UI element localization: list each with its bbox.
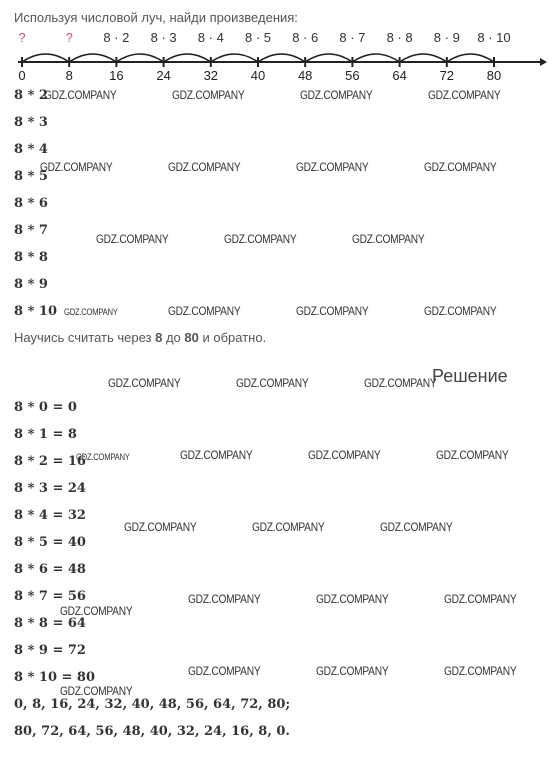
jump-arc: [305, 54, 352, 62]
tick-label: 40: [250, 68, 266, 83]
tick-label: 32: [203, 68, 219, 83]
jump-arc: [400, 54, 447, 62]
product-label: 8 · 6: [292, 30, 319, 45]
mult-item-3: 8 * 3: [14, 115, 48, 130]
solution-title: Решение: [432, 366, 508, 386]
product-label: 8 · 5: [244, 30, 272, 45]
product-label: 8 · 7: [339, 30, 366, 45]
product-label: 8 · 10: [477, 30, 511, 45]
number-line: [0, 24, 559, 84]
mult-item-5: 8 * 5: [14, 169, 48, 184]
tick-label: 24: [156, 68, 171, 83]
unknown-label: ?: [65, 30, 73, 45]
solution-item: 8 * 3 = 24: [14, 481, 86, 496]
solution-item: 8 * 2 = 16: [14, 454, 86, 469]
solution-item: 8 * 5 = 40: [14, 535, 86, 550]
solution-item: 8 * 4 = 32: [14, 508, 86, 523]
solution-item: 8 * 10 = 80: [14, 670, 96, 685]
product-label: 8 · 4: [197, 30, 224, 45]
mult-item-4: 8 * 4: [14, 142, 48, 157]
mult-item-9: 8 * 9: [14, 277, 48, 292]
solution-item: 8 * 9 = 72: [14, 643, 86, 658]
tick-label: 56: [345, 68, 360, 83]
jump-arc: [69, 54, 116, 62]
watermark: GDZ.COMPANY: [96, 232, 169, 246]
product-label: 8 · 9: [433, 30, 460, 45]
watermark: GDZ.COMPANY: [424, 304, 497, 318]
tick-label: 64: [392, 68, 407, 83]
watermark: GDZ.COMPANY: [316, 592, 389, 606]
solution-item: 8 * 0 = 0: [14, 400, 77, 415]
solution-item: 8 * 1 = 8: [14, 427, 77, 442]
tick-label: 8: [65, 68, 73, 83]
watermark: GDZ.COMPANY: [300, 88, 373, 102]
watermark: GDZ.COMPANY: [296, 160, 369, 174]
mult-item-8: 8 * 8: [14, 250, 48, 265]
jump-arc: [352, 54, 399, 62]
watermark: GDZ.COMPANY: [428, 88, 501, 102]
watermark: GDZ.COMPANY: [252, 520, 325, 534]
product-label: 8 · 8: [386, 30, 413, 45]
solution-item: 8 * 6 = 48: [14, 562, 86, 577]
watermark: GDZ.COMPANY: [168, 160, 241, 174]
jump-arc: [164, 54, 211, 62]
watermark: GDZ.COMPANY: [224, 232, 297, 246]
task2-text: Научись считать через 8 до 80 и обратно.: [14, 330, 267, 345]
sequence-backward: 80, 72, 64, 56, 48, 40, 32, 24, 16, 8, 0.: [14, 724, 290, 739]
watermark: GDZ.COMPANY: [236, 376, 309, 390]
watermark: GDZ.COMPANY: [364, 376, 437, 390]
jump-arc: [258, 54, 305, 62]
watermark: GDZ.COMPANY: [124, 520, 197, 534]
watermark: GDZ.COMPANY: [64, 307, 118, 317]
watermark: GDZ.COMPANY: [316, 664, 389, 678]
jump-arc: [22, 54, 69, 62]
sequence-forward: 0, 8, 16, 24, 32, 40, 48, 56, 64, 72, 80;: [14, 697, 291, 712]
watermark: GDZ.COMPANY: [380, 520, 453, 534]
watermark: GDZ.COMPANY: [172, 88, 245, 102]
watermark: GDZ.COMPANY: [352, 232, 425, 246]
watermark: GDZ.COMPANY: [296, 304, 369, 318]
tick-label: 80: [486, 68, 502, 83]
unknown-label: ?: [18, 30, 26, 45]
tick-label: 16: [109, 68, 124, 83]
watermark: GDZ.COMPANY: [436, 448, 509, 462]
watermark: GDZ.COMPANY: [40, 160, 113, 174]
watermark: GDZ.COMPANY: [168, 304, 241, 318]
watermark: GDZ.COMPANY: [444, 592, 517, 606]
tick-label: 48: [297, 68, 313, 83]
watermark: GDZ.COMPANY: [188, 664, 261, 678]
watermark: GDZ.COMPANY: [44, 88, 117, 102]
watermark: GDZ.COMPANY: [60, 604, 133, 618]
product-label: 8 · 3: [150, 30, 177, 45]
mult-item-6: 8 * 6: [14, 196, 48, 211]
watermark: GDZ.COMPANY: [444, 664, 517, 678]
tick-label: 0: [18, 68, 26, 83]
jump-arc: [116, 54, 163, 62]
mult-item-2: 8 * 2: [14, 88, 48, 103]
product-label: 8 · 2: [103, 30, 130, 45]
jump-arc: [211, 54, 258, 62]
watermark: GDZ.COMPANY: [424, 160, 497, 174]
number-line-tick-labels: [18, 68, 501, 83]
watermark: GDZ.COMPANY: [76, 452, 130, 462]
solution-item: 8 * 8 = 64: [14, 616, 86, 631]
intro-text: Используя числовой луч, найди произведения:: [14, 10, 298, 25]
watermark: GDZ.COMPANY: [188, 592, 261, 606]
mult-item-7: 8 * 7: [14, 223, 48, 238]
solution-item: 8 * 7 = 56: [14, 589, 86, 604]
jump-arc: [447, 54, 494, 62]
watermark: GDZ.COMPANY: [108, 376, 181, 390]
watermark: GDZ.COMPANY: [60, 684, 133, 698]
number-line-arrow: [540, 58, 547, 66]
number-line-top-labels: [18, 30, 510, 45]
watermark: GDZ.COMPANY: [308, 448, 381, 462]
tick-label: 72: [439, 68, 455, 83]
mult-item-10: 8 * 10: [14, 304, 57, 319]
watermark: GDZ.COMPANY: [180, 448, 253, 462]
